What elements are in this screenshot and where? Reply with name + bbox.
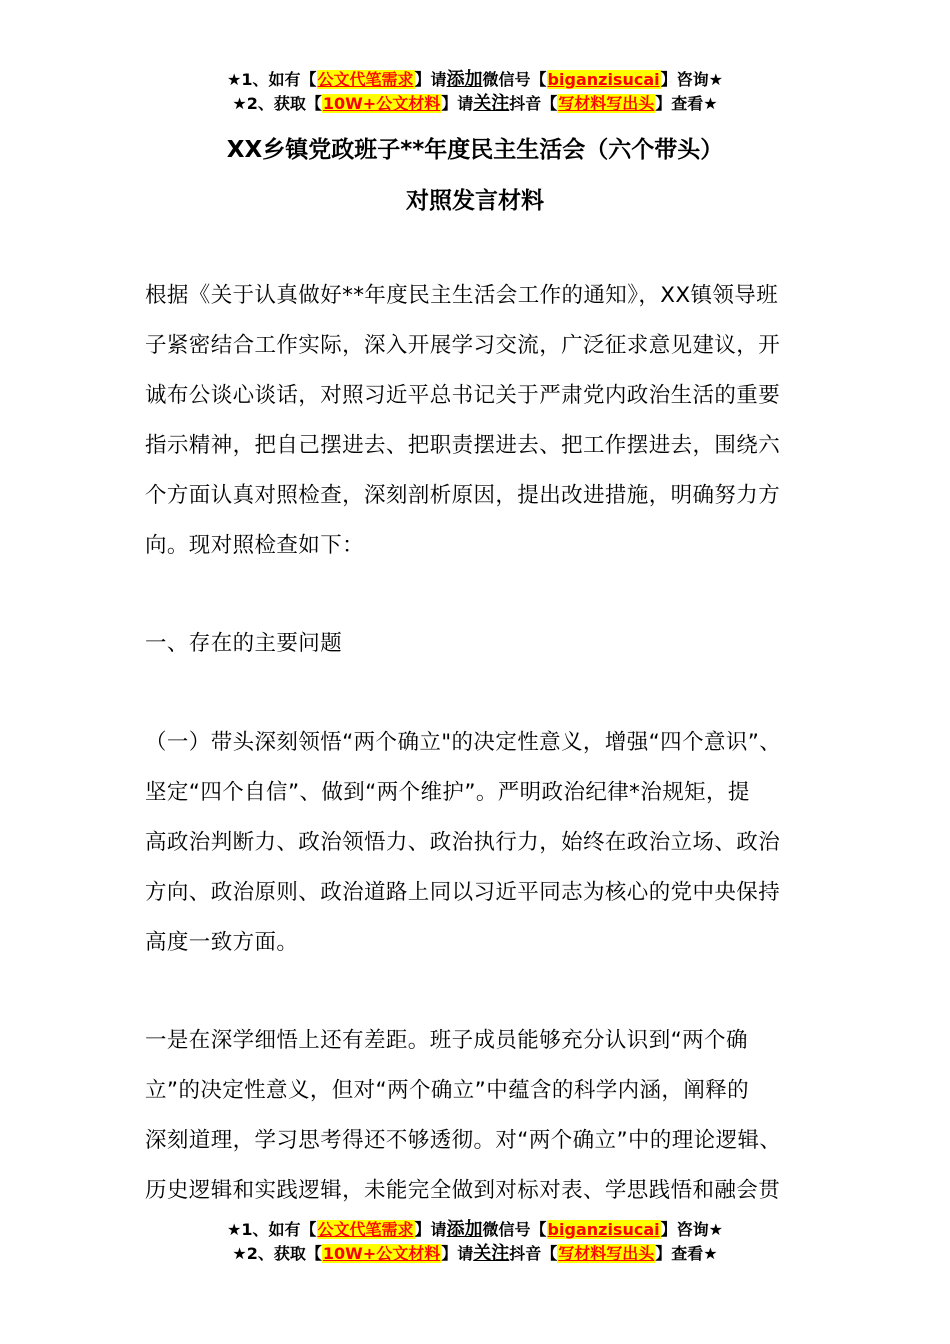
promo-text: 】查看★ [655,94,718,113]
promo-line-2 [0,1242,950,1266]
promo-highlight: 10W+公文材料 [322,94,441,113]
promo-highlight: 公文代笔需求 [317,1220,414,1239]
promo-text: 微信号【 [482,70,547,89]
text-line: 诚布公谈心谈话，对照习近平总书记关于严肃党内政治生活的重要 [145,383,781,408]
promo-underlined: 关注 [473,1243,510,1264]
text-line: 根据《关于认真做好**年度民主生活会工作的通知》，XX镇领导班 [145,283,779,308]
text-line: 深刻道理，学习思考得还不够透彻。对“两个确立”中的理论逻辑、 [145,1128,782,1153]
text-line: 一是在深学细悟上还有差距。班子成员能够充分认识到“两个确 [145,1028,748,1053]
promo-text: 抖音【 [509,1244,558,1263]
douyin-id-highlight: 写材料写出头 [558,94,655,113]
text-line: 向。现对照检查如下： [145,533,365,558]
promo-line-1 [0,1218,950,1242]
promo-text: ★1、如有【 [227,1220,317,1239]
promo-text: 抖音【 [509,94,558,113]
promo-text: 微信号【 [482,1220,547,1239]
section-heading-text: 一、存在的主要问题 [145,631,343,656]
intro-paragraph [145,271,815,571]
promo-banner-top [0,68,950,116]
promo-text: ★1、如有【 [227,70,317,89]
promo-line-2 [0,92,950,116]
douyin-id-highlight: 写材料写出头 [558,1244,655,1263]
promo-text: 】请 [441,1244,474,1263]
text-line: 个方面认真对照检查，深刻剖析原因，提出改进措施，明确努力方 [145,483,781,508]
promo-text: ★2、获取【 [232,94,322,113]
text-line: 高度一致方面。 [145,930,299,955]
promo-highlight: 10W+公文材料 [322,1244,441,1263]
promo-text: 】请 [414,1220,447,1239]
section-heading [145,619,815,669]
wechat-id-highlight: biganzisucai [547,70,660,89]
promo-highlight: 公文代笔需求 [317,70,414,89]
body-paragraph [145,1016,815,1216]
wechat-id-highlight: biganzisucai [547,1220,660,1239]
text-line: 方向、政治原则、政治道路上同以习近平同志为核心的党中央保持 [145,880,781,905]
promo-underlined: 关注 [473,93,510,114]
promo-text: 】请 [414,70,447,89]
text-line: 指示精神，把自己摆进去、把职责摆进去、把工作摆进去，围绕六 [145,433,781,458]
text-line: 子紧密结合工作实际，深入开展学习交流，广泛征求意见建议，开 [145,333,781,358]
document-subtitle: 对照发言材料 [406,188,544,214]
promo-text: 】咨询★ [660,1220,723,1239]
promo-text: 】查看★ [655,1244,718,1263]
promo-line-1 [0,68,950,92]
promo-banner-bottom [0,1218,950,1266]
text-line: 历史逻辑和实践逻辑，未能完全做到对标对表、学思践悟和融会贯 [145,1178,781,1203]
text-line: 坚定“四个自信”、做到“两个维护”。严明政治纪律*治规矩，提 [145,780,750,805]
text-line: （一）带头深刻领悟“两个确立"的决定性意义，增强“四个意识”、 [145,730,782,755]
promo-text: 】咨询★ [660,70,723,89]
subsection-paragraph [145,718,815,968]
promo-text: ★2、获取【 [232,1244,322,1263]
promo-text: 】请 [441,94,474,113]
document-title: XX乡镇党政班子**年度民主生活会（六个带头） [226,137,724,163]
promo-underlined: 添加 [446,69,483,90]
text-line: 立”的决定性意义，但对“两个确立”中蕴含的科学内涵，阐释的 [145,1078,750,1103]
promo-underlined: 添加 [446,1219,483,1240]
text-line: 高政治判断力、政治领悟力、政治执行力，始终在政治立场、政治 [145,830,781,855]
